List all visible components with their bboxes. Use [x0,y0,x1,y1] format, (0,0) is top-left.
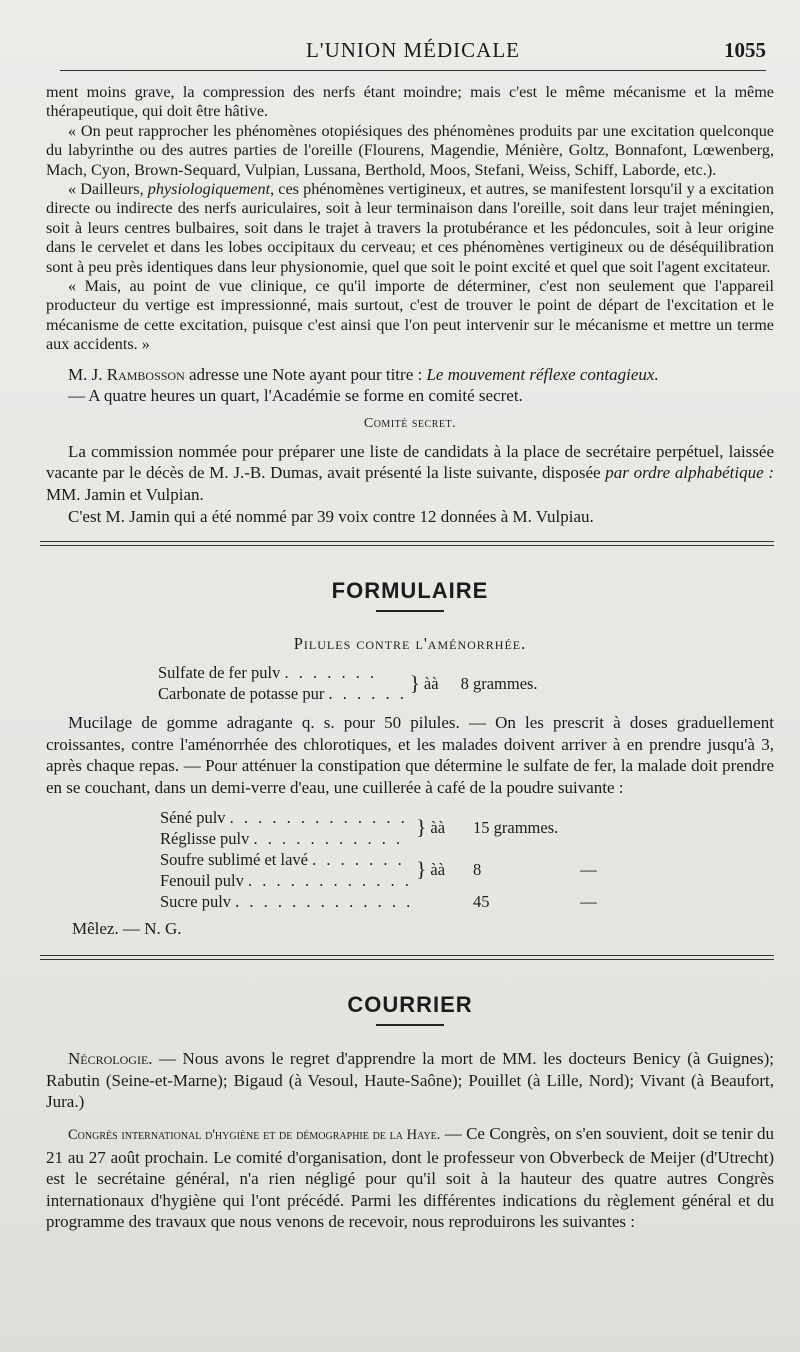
rx-ingredient: Séné pulv [160,807,226,827]
rx-ingredient: Soufre sublimé et lavé [160,849,309,869]
commission-text: La commission nommée pour préparer une liste de candidats à la place de secrétaire perpétuel, laissée vacante par le décès de M. J.-B. Dumas, avait présenté la liste suivante, disposée [46,441,774,483]
rx-leader-dots: . . . . . . . . . . . . . [235,891,414,911]
brace-icon: } [416,815,427,840]
rx-row [160,807,597,828]
rx-ingredient: Sucre pulv [160,891,232,911]
section-divider [40,541,774,546]
necrologie-label: Nécrologie. [68,1049,153,1069]
dailleurs-paragraph [46,180,774,277]
dailleurs-italic: physiologiquement [147,180,271,199]
rx-leader-dots: . . . . . . . . . . . [253,828,404,848]
result-line: C'est M. Jamin qui a été nommé par 39 voix contre 12 données à M. Vulpiau. [68,506,594,526]
formulaire-subtitle: Pilules contre l'aménorrhée. [293,634,527,654]
rx-ingredient: Fenouil pulv [160,870,244,890]
rx-row [160,849,597,870]
rambosson-text: adresse une Note ayant pour titre : [184,364,427,384]
mucilage-paragraph: Mucilage de gomme adragante q. s. pour 50 pilules. — On les prescrit à doses graduellement croissantes, contre l'aménorrhée des chlorotiques, et les malades doivent arriver à en prendre jusqu'à 3, après chaque repas. — Pour atténuer la constipation que détermine le sulfate de fer, la malade doit prendre en se couchant, dans un demi-verre d'eau, une cuillerée à café de la poudre suivante : [46,713,774,798]
rx-leader-dots: . . . . . . . [312,849,405,869]
congres-label: Congrès international d'hygiène et de démographie de la Haye. [68,1127,441,1143]
rx-quantity: 8 grammes. [460,673,538,693]
rx-dose: àà [430,818,446,838]
page-number: 1055 [724,38,766,62]
rx-leader-dots: . . . . . . . . . . . . . [229,807,408,827]
intro-paragraph-1: ment moins grave, la compression des nerfs étant moindre; mais c'est le même mécanisme et la même thérapeutique, qui doit être hâtive. [46,83,774,121]
comite-secret-heading: Comité secret. [363,415,457,431]
rx-ingredient: Réglisse pulv [160,828,250,848]
commission-italic: par ordre alphabétique : [605,463,774,483]
commission-paragraph [46,441,774,506]
rx-quantity: 15 grammes. [473,818,559,838]
rambosson-note [46,364,774,386]
intro-paragraph-3: « Mais, au point de vue clinique, ce qu'il importe de déterminer, c'est non seulement que l'appareil producteur du vertige est impressionné, mais surtout, c'est de trouver le point de départ de l'excitation et le mécanisme de cette excitation, puisque c'est ainsi que l'on peut intervenir sur le mécanisme et mettre un terme aux accidents. » [46,277,774,354]
rx-dash: — [580,891,597,911]
prescription-2 [160,807,597,912]
rx-leader-dots: . . . . . . [328,684,407,704]
rx-leader-dots: . . . . . . . . . . . . [248,870,412,890]
section-divider [40,955,774,960]
running-header [60,36,766,71]
necrologie-text: — Nous avons le regret d'apprendre la mort de MM. les docteurs Benicy (à Guignes); Rabutin (Seine-et-Marne); Bigaud (à Vesoul, Haute-Saône); Pouillet (à Lille, Nord); Vivant (à Beaufort, Jura.) [46,1049,774,1112]
rambosson-title: Le mouvement réflexe contagieux. [426,364,659,384]
melez-line: Mêlez. — N. G. [72,918,182,938]
rx-leader-dots: . . . . . . . [284,663,378,683]
rx-ingredient: Carbonate de potasse pur [158,684,325,704]
courrier-title: COURRIER [347,992,473,1018]
prescription-1 [158,662,538,704]
formulaire-title: FORMULAIRE [331,578,489,604]
rx-row [160,891,597,912]
rx-quantity: 45 [473,891,490,911]
commission-rest: MM. Jamin et Vulpian. [46,485,204,505]
rx-ingredient: Sulfate de fer pulv [158,663,281,683]
dailleurs-rest: , ces phénomènes vertigineux, et autres, se manifestent lorsqu'il y a excitation directe ou indirecte des nerfs auriculaires, soit à leur terminaison dans l'oreille, soit dans leur trajet méningien, soit à leurs centres bulbaires, soit dans le trajet à travers la protubérance et les pédoncules, soit à leur origine dans le cervelet et dans les lobes occipitaux du cerveau; et ces phénomènes vertigineux ou de déséquilibration sont à peu près identiques dans leur physionomie, quel que soit le point excité et quel que soit l'agent excitateur. [46,180,774,276]
rambosson-name: Rambosson [106,364,185,384]
journal-title: L'UNION MÉDICALE [305,38,520,62]
necrologie-paragraph [46,1048,774,1113]
title-underline [376,1024,444,1026]
intro-paragraph-2: « On peut rapprocher les phénomènes otopiésiques des phénomènes produits par une excitation quelconque du labyrinthe ou des autres parties de l'oreille (Flourens, Magendie, Ménière, Goltz, Bonnafont, Lœwenberg, Mach, Cyon, Brown-Sequard, Vulpian, Lussana, Berthold, Moos, Stefani, Weiss, Schiff, Laborde, etc.). [46,121,774,179]
rambosson-prefix: M. J. [68,364,107,384]
rx-dose: àà [423,673,439,693]
dailleurs-prefix: « Dailleurs, [68,180,148,199]
rx-dash: — [580,860,597,880]
brace-icon: } [409,670,420,695]
title-underline [376,610,444,612]
brace-icon: } [416,857,427,882]
rx-dose: àà [430,860,446,880]
rx-quantity: 8 [473,860,482,880]
congres-text: — Ce Congrès, on s'en souvient, doit se tenir du 21 au 27 août prochain. Le comité d'organisation, dont le professeur von Obverbeck de Meijer (d'Utrecht) est le secrétaine général, n'a rien négligé pour qu'il soit à la hauteur des quatre autres Congrès internationaux d'hygiène qui l'ont précédé. Parmi les différentes indications du règlement général et du programme des travaux que nous venons de recevoir, nous reproduirons les suivantes : [46,1124,774,1232]
rx-row [158,662,538,683]
comite-line: — A quatre heures un quart, l'Académie se forme en comité secret. [68,386,523,406]
congres-paragraph [46,1123,774,1233]
